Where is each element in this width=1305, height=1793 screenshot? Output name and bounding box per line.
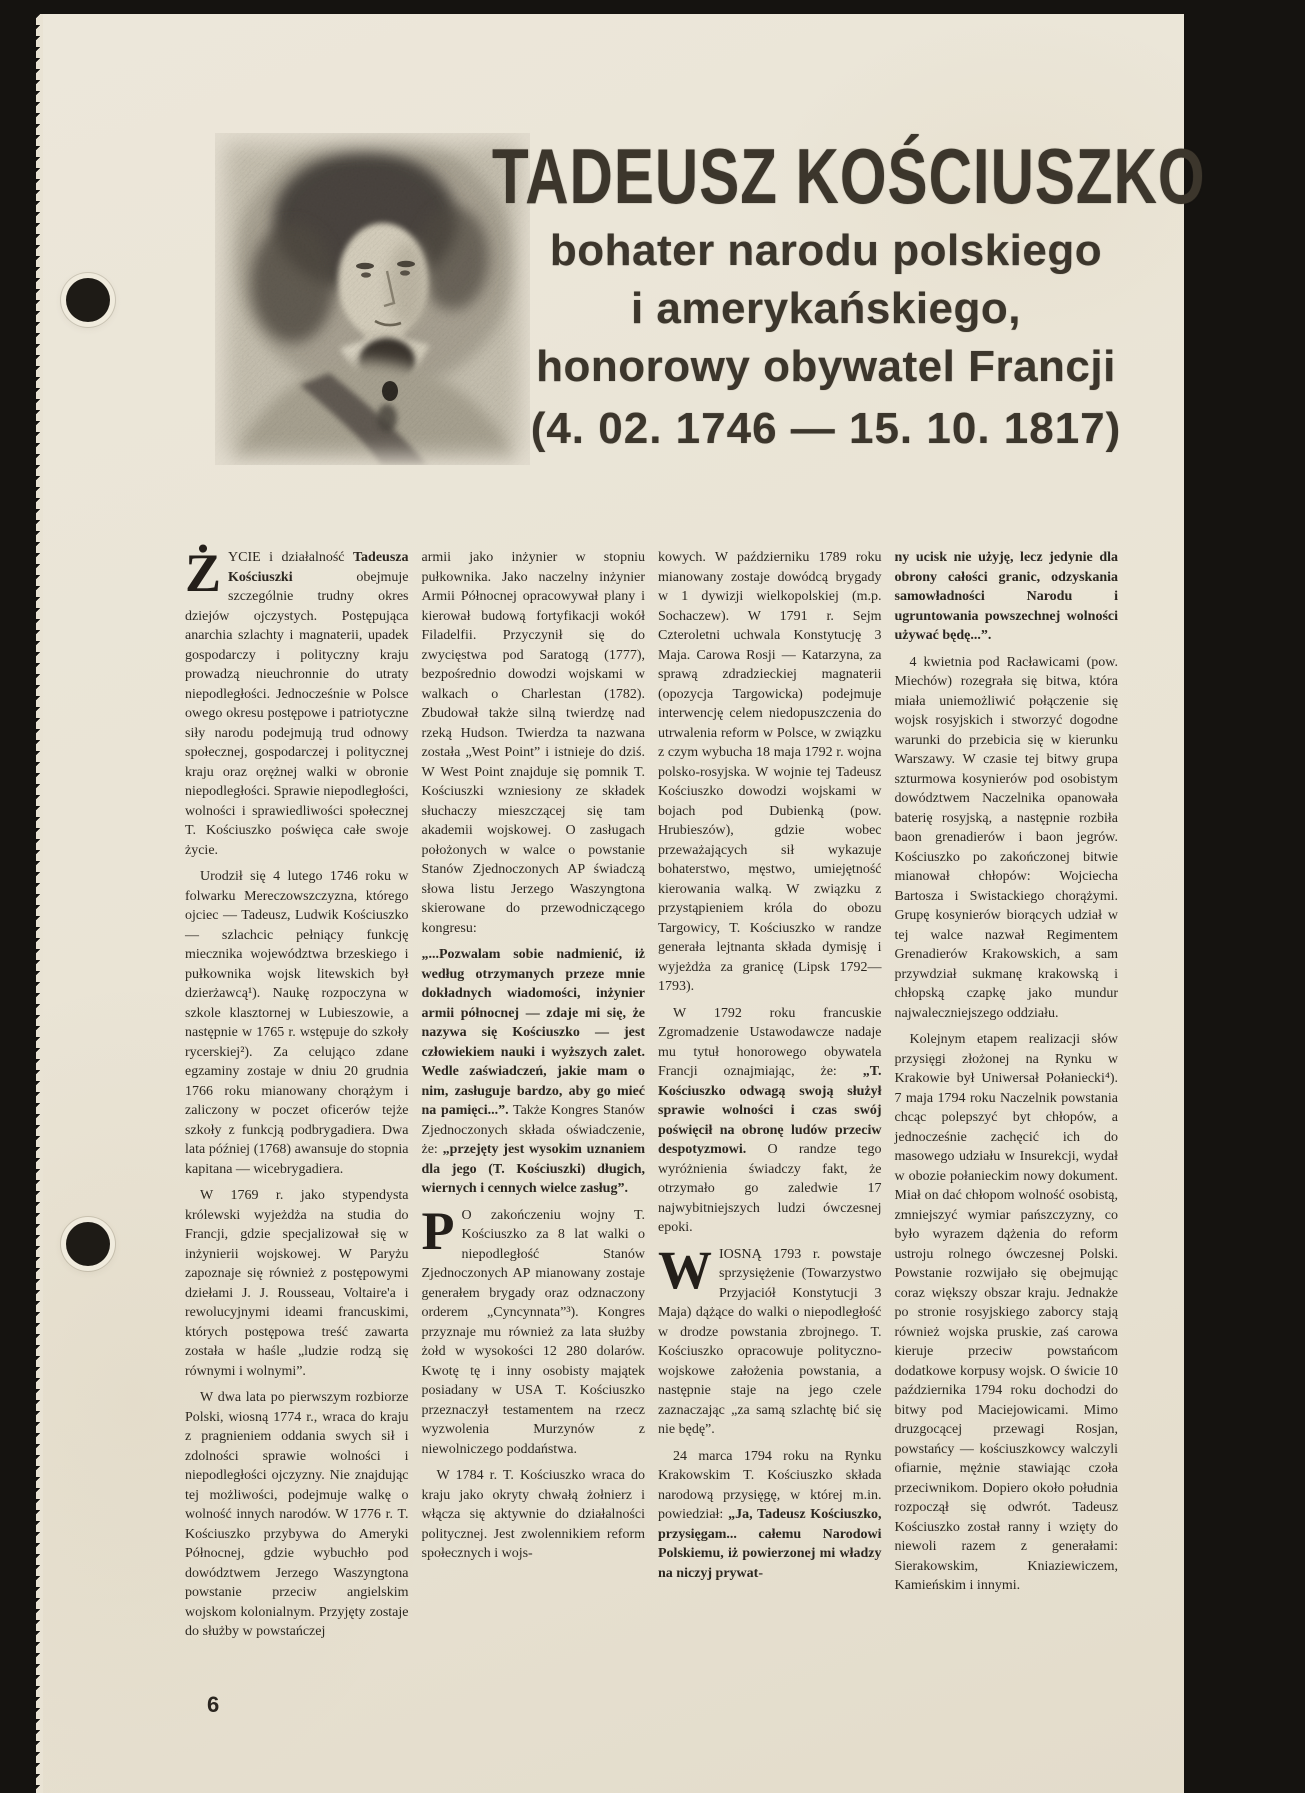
bold-text-run: „...Pozwalam sobie nadmienić, iż według otrzymanych przeze mnie dokładnych wiadomości, inżynier armii północnej — zdaje mi się, że nazywa się Kościuszko — jest człowiekiem nauki i wyższych zalet. Wedle zaświadczeń, jakie mam o nim, zasługuje bardzo, aby go mieć na pamięci...”.	[421, 947, 645, 1118]
paragraph	[421, 1200, 646, 1460]
text-run: Także Kongres Stanów Zjednoczonych składa oświadczenie, że:	[421, 1103, 645, 1157]
paragraph	[185, 1388, 409, 1642]
text-run: W 1784 r. T. Kościuszko wraca do kraju jako okryty chwałą żołnierz i włącza się aktywnie do działalności politycznej. Jest zwolennikiem reform społecznych i wojs-	[421, 1468, 645, 1561]
text-run: O randze tego wyróżnienia świadczy fakt, że otrzymało go zaledwie 17 najwybitniejszych ludzi ówczesnej epoki.	[658, 1142, 882, 1235]
text-run: Kolejnym etapem realizacji słów przysięgi złożonej na Rynku w Krakowie był Uniwersał Połaniecki⁴). 7 maja 1794 roku Naczelnik powstania chcąc polepszyć byt chłopów, a jednocześnie zachęcić ich do masowego udziału w Insurekcji, wydał w obozie połanieckim nowy dokument. Miał on dać chłopom wolność osobistą, zmniejszyć wymiar pańszczyzny, co było wyrazem dążenia do reform ustroju rolnego ówczesnej Polski. Powstanie rozwijało się obejmując coraz większy obszar kraju. Jednakże po stronie rosyjskiego zaborcy stają również wojska pruskie, zaś carowa kieruje przeciw powstańcom dodatkowe korpusy wojsk. O świcie 10 października 1794 roku dochodzi do bitwy pod Maciejowicami. Mimo druzgocącej przewagi Rosjan, powstańcy — kościuszkowcy walczyli ofiarnie, mężnie stawiając czoła przeciwnikom. Dopiero około południa rozpoczął się odwrót. Tadeusz Kościuszko został ranny i wzięty do niewoli razem z generałami: Sierakowskim, Kniaziewiczem, Kamieńskim i innymi.	[894, 1032, 1118, 1593]
paragraph	[422, 548, 646, 938]
paragraph	[895, 548, 1119, 646]
article-subtitle-line2: i amerykańskiego,	[630, 284, 1022, 334]
paragraph	[895, 653, 1119, 1024]
text-run: Urodził się 4 lutego 1746 roku w folwarku Mereczowszczyzna, którego ojciec — Tadeusz, Ludwik Kościuszko — szlachcic pełniący funkcję miecznika województwa brzeskiego i pułkownika wojsk litewskich był dzierżawcą¹). Naukę rozpoczyna w szkole klasztornej w Lubieszowie, a następnie w 1765 r. wstępuje do szkoły rycerskiej²). Za celująco zdane egzaminy zostaje w dniu 20 grudnia 1766 roku mianowany chorążym i zaliczony w poczet oficerów tejże szkoły z funkcją podbrygadiera. Dwa lata później (1768) awansuje do stopnia kapitana — wicebrygadiera.	[185, 869, 409, 1177]
text-column-1	[185, 543, 409, 1649]
text-run: obejmuje szczególnie trudny okres dziejów ojczystych. Postępująca anarchia szlachty i magnaterii, upadek gospodarczy i polityczny kraju prowadzą nieuchronnie do utraty niepodległości. Jednocześnie w Polsce owego okresu postępowe i patriotyczne siły narodu podejmują trud odnowy społecznej, gospodarczej i politycznej kraju oraz orężnej walki w obronie niepodległości. Sprawie niepodległości, wolności i sprawiedliwości społecznej T. Kościuszko poświęca całe swoje życie.	[185, 569, 409, 858]
hole-punch	[66, 1222, 110, 1266]
paragraph	[185, 867, 409, 1179]
article-subtitle-line3: honorowy obywatel Francji	[536, 342, 1116, 392]
text-column-3	[658, 548, 882, 1649]
text-column-2	[422, 548, 646, 1649]
text-run: 4 kwietnia pod Racławicami (pow. Miechów) rozegrała się bitwa, która miała uniemożliwić połączenie się wojsk rosyjskich i stworzyć dogodne warunki do przebicia się w kierunku Warszawy. W czasie tej bitwy grupa szturmowa kosynierów pod osobistym dowództwem Naczelnika opanowała baterię rosyjską, a następnie rozbiła baon grenadierów i baon jegrów. Kościuszko po zakończonej bitwie mianował chłopów: Wojciecha Bartosza i Swistackiego chorążymi. Grupę kosynierów biorących udział w tej walce nazwał Regimentem Grenadierów Krakowskich, a sam przywdział sukmanę krakowską i chłopską czapkę jako mundur najwaleczniejszego oddziału.	[894, 654, 1118, 1021]
drop-cap: P	[421, 1200, 455, 1261]
drop-cap: Ż	[185, 543, 222, 603]
torn-edge	[36, 14, 43, 1793]
paragraph	[658, 548, 882, 997]
magazine-page	[42, 14, 1206, 1793]
text-run: IOSNĄ 1793 r. powstaje sprzysiężenie (Towarzystwo Przyjaciół Konstytucji 3 Maja) dążące do walki o niepodległość w drodze powstania zbrojnego. T. Kościuszko opracowuje polityczno-wojskowe założenia powstania, a następnie staje na jego czele zaznaczając „za samą szlachtę bić się nie będę”.	[658, 1246, 882, 1437]
text-run: O zakończeniu wojny T. Kościuszko za 8 lat walki o niepodległość Stanów Zjednoczonych AP mianowany zostaje generałem brygady oraz odznaczony orderem „Cyncynnata”³). Kongres przyznaje mu również za lata służby żołd w wysokości 12 280 dolarów. Kwotę tę i inny osobisty majątek posiadany w USA T. Kościuszko przeznaczył testamentem na rzecz wyzwolenia Murzynów z niewolniczego poddaństwa.	[421, 1207, 645, 1457]
drop-cap: W	[658, 1239, 712, 1300]
text-run: 24 marca 1794 roku na Rynku Krakowskim T. Kościuszko składa narodową przysięgę, w której m.in. powiedział:	[658, 1448, 882, 1522]
article-life-dates: (4. 02. 1746 — 15. 10. 1817)	[530, 404, 1122, 454]
page-number: 6	[207, 1692, 220, 1717]
text-run: W 1769 r. jako stypendysta królewski wyjeżdża na studia do Francji, gdzie specjalizował się w inżynierii wojskowej. W Paryżu zapoznaje się również z postępowymi dziełami J. J. Rousseau, Voltaire'a i rewolucyjnymi ideami francuskimi, których postępowa treść zawarta została w haśle „ludzie rodzą się równymi i wolnymi”.	[185, 1188, 409, 1379]
hole-punch	[66, 278, 110, 322]
paragraph	[422, 1466, 646, 1564]
article-header	[492, 126, 1206, 454]
text-run: W 1792 roku francuskie Zgromadzenie Ustawodawcze nadaje mu tytuł honorowego obywatela Francji oznajmiając, że:	[658, 1005, 882, 1079]
text-column-4	[895, 548, 1119, 1649]
article-body	[185, 543, 1118, 1649]
paragraph	[185, 1186, 409, 1381]
text-run: kowych. W październiku 1789 roku mianowany zostaje dowódcą brygady w 1 dywizji wielkopolskiej (m.p. Sochaczew). W 1791 r. Sejm Czteroletni uchwala Konstytucję 3 Maja. Carowa Rosji — Katarzyna, za sprawą zdradzieckiej magnaterii (opozycja Targowicka) podejmuje interwencję celem niedopuszczenia do utrwalenia reform w Polsce, w związku z czym wybucha 18 maja 1792 r. wojna polsko-rosyjska. W wojnie tej Tadeusz Kościuszko dowodzi wojskami w bojach pod Dubienką (pow. Hrubieszów), gdzie wobec przeważających sił wykazuje bohaterstwo, męstwo, umiejętność kierowania walką. W związku z przystąpieniem króla do obozu Targowicy, T. Kościuszko w randze generała lejtnanta składa dymisję i wyjeżdża za granicę (Lipsk 1792—1793).	[658, 550, 882, 994]
paragraph	[658, 1239, 882, 1440]
bold-text-run: Tadeusza Kościuszki	[228, 550, 409, 585]
paragraph	[895, 1030, 1119, 1596]
paragraph	[422, 945, 646, 1199]
bold-text-run: „przejęty jest wysokim uznaniem dla jego (T. Kościuszki) długich, wiernych i cennych wielce zasług”.	[421, 1142, 646, 1196]
article-title: TADEUSZ KOŚCIUSZKO	[492, 132, 1206, 220]
article-subtitle-line1: bohater narodu polskiego	[549, 226, 1103, 275]
bold-text-run: ny ucisk nie użyję, lecz jedynie dla obrony całości granic, odzyskania samowładności Narodu i ugruntowania powszechnej wolności używać będę...”.	[894, 550, 1118, 643]
paragraph	[658, 1447, 882, 1584]
text-run: W dwa lata po pierwszym rozbiorze Polski, wiosną 1774 r., wraca do kraju z pragnieniem oddania swych sił i zdolności sprawie wolności i niepodległości ojczyzny. Nie znajdując tej możliwości, podejmuje walkę o wolność innych narodów. W 1776 r. T. Kościuszko przybywa do Ameryki Północnej, gdzie wybuchło pod dowództwem Jerzego Waszyngtona powstanie przeciw angielskim wojskom kolonialnym. Przyjęty zostaje do służby w powstańczej	[185, 1390, 409, 1639]
bold-text-run: „Ja, Tadeusz Kościuszko, przysięgam... całemu Narodowi Polskiemu, iż powierzonej mi władzy na niczyj prywat-	[658, 1507, 882, 1581]
text-run: armii jako inżynier w stopniu pułkownika. Jako naczelny inżynier Armii Północnej opracowywał plany i kierował budową fortyfikacji wokół Filadelfii. Przyczynił się do zwycięstwa pod Saratogą (1777), bezpośrednio dowodzi wojskami w walkach o Charlestan (1782). Zbudował także silną twierdzę nad rzeką Hudson. Twierdza ta nazwana została „West Point” i istnieje do dziś. W West Point znajduje się pomnik T. Kościuszki wzniesiony ze składek słuchaczy mieszczącej się tam akademii wojskowej. O zasługach położonych w walce o powstanie Stanów Zjednoczonych AP świadczą słowa listu Jerzego Waszyngtona skierowane do przewodniczącego kongresu:	[421, 550, 645, 936]
paragraph	[185, 543, 409, 860]
bold-text-run: „T. Kościuszko odwagą swoją służył sprawie wolności i czas swój poświęcił na obronę ludów przeciw despotyzmowi.	[658, 1064, 882, 1157]
paragraph	[658, 1004, 882, 1238]
kosciuszko-portrait	[215, 133, 530, 465]
text-run: YCIE i działalność	[228, 550, 353, 565]
